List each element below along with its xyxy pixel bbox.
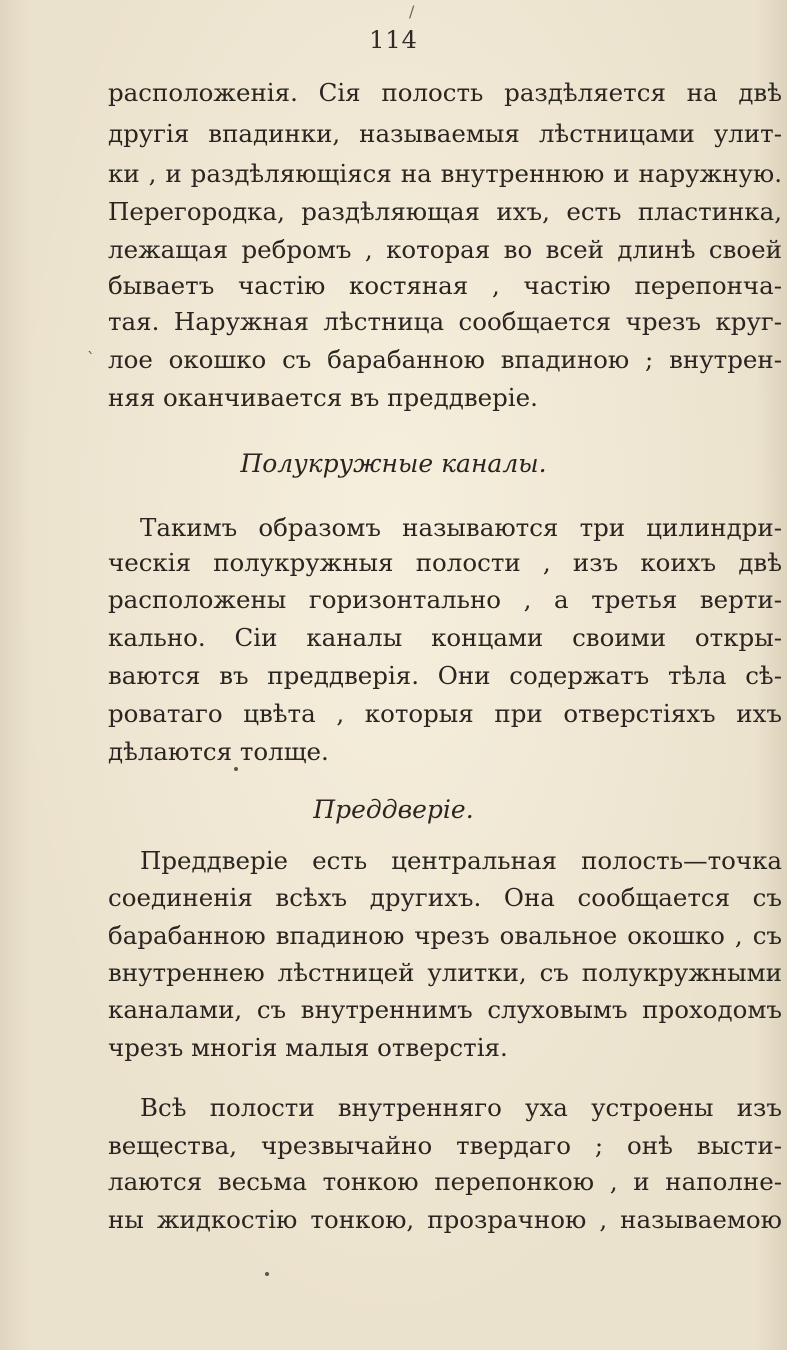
text-line: лежащая ребромъ , которая во всей длинѣ своей [108, 235, 782, 264]
text-line: ваются въ преддверія. Они содержатъ тѣла сѣ- [108, 661, 782, 690]
section-heading: Полукружные каналы. [240, 449, 547, 478]
text-line: ны жидкостію тонкою, прозрачною , называемою [108, 1205, 782, 1234]
margin-mark: ` [87, 349, 95, 368]
ink-speck [234, 767, 238, 771]
text-line: расположенія. Сія полость раздѣляется на двѣ [108, 78, 782, 107]
text-line: ки , и раздѣляющіяся на внутреннюю и наружную. [108, 159, 782, 188]
page-number: 114 [369, 26, 418, 54]
text-line: лаются весьма тонкою перепонкою , и наполне- [108, 1167, 782, 1196]
text-line: чрезъ многія малыя отверстія. [108, 1033, 508, 1062]
text-line: кально. Сіи каналы концами своими откры- [108, 623, 782, 652]
text-line: соединенія всѣхъ другихъ. Она сообщается съ [108, 883, 782, 912]
text-line: бываетъ частію костяная , частію перепонча- [108, 271, 782, 300]
text-line: дѣлаются толще. [108, 737, 329, 766]
section-heading: Преддверіе. [313, 795, 474, 824]
text-line: Преддверіе есть центральная полость—точка [140, 846, 782, 875]
text-line: вещества, чрезвычайно твердаго ; онѣ высти- [108, 1131, 782, 1160]
text-line: роватаго цвѣта , которыя при отверстіяхъ ихъ [108, 699, 782, 728]
text-line: расположены горизонтально , а третья верти- [108, 585, 782, 614]
text-line: Перегородка, раздѣляющая ихъ, есть пластинка, [108, 197, 782, 226]
ink-speck [265, 1272, 269, 1276]
text-line: Всѣ полости внутренняго уха устроены изъ [140, 1093, 782, 1122]
text-line: лое окошко съ барабанною впадиною ; внутрен- [108, 345, 782, 374]
text-line: няя оканчивается въ преддверіе. [108, 383, 538, 412]
text-line: барабанною впадиною чрезъ овальное окошко , съ [108, 921, 782, 950]
text-line: ческія полукружныя полости , изъ коихъ двѣ [108, 548, 782, 577]
text-line: другія впадинки, называемыя лѣстницами улит- [108, 119, 782, 148]
text-line: Такимъ образомъ называются три цилиндри- [140, 513, 782, 542]
ink-mark: / [409, 2, 415, 21]
text-line: тая. Наружная лѣстница сообщается чрезъ круг- [108, 307, 782, 336]
text-line: каналами, съ внутреннимъ слуховымъ проходомъ [108, 995, 782, 1024]
text-line: внутреннею лѣстницей улитки, съ полукружными [108, 958, 782, 987]
